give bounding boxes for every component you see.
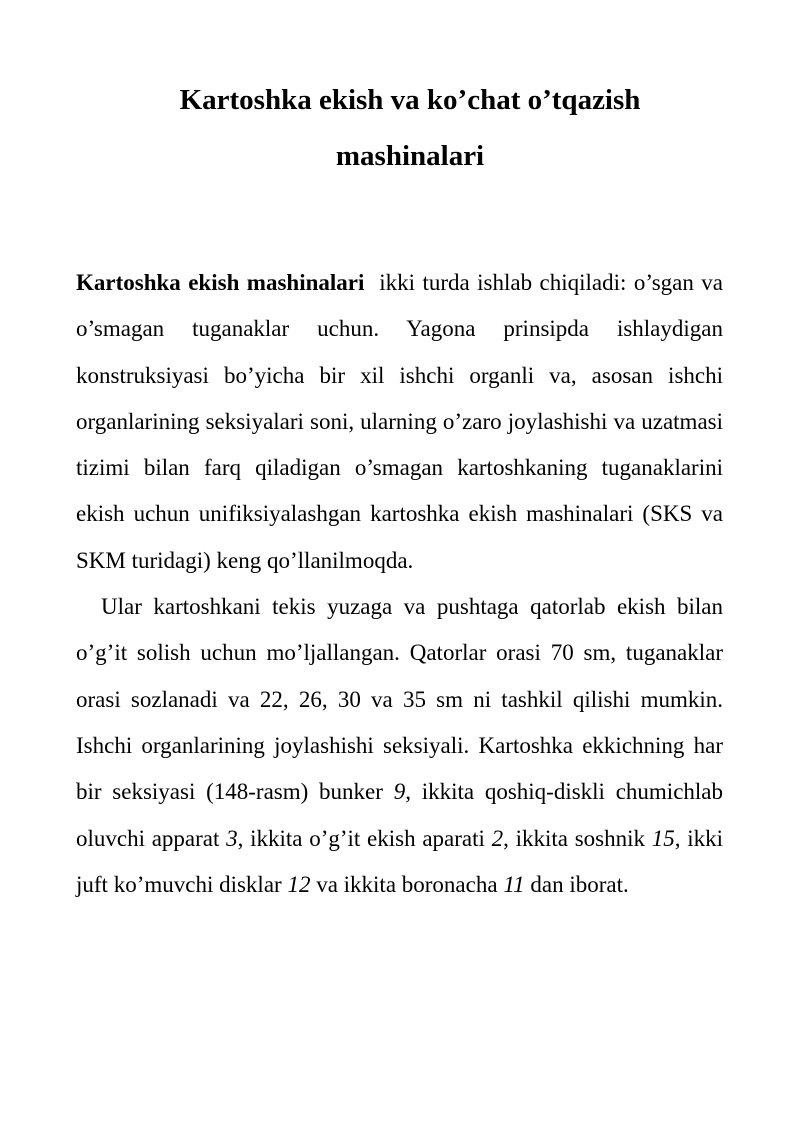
paragraph-2-text-7: dan iborat.: [524, 871, 629, 897]
paragraph-1-text: ikki turda ishlab chiqiladi: o’sgan va o’smagan tuganaklar uchun. Yagona prinsipda ishlaydigan konstruksiyasi bo’yicha bir xil ishchi organli va, asosan ishchi organlarining seksiyalari soni, ularning o’zaro joylashishi va uzatmasi tizimi bilan farq qiladigan o’smagan kartoshkaning tuganaklarini ekish uchun unifiksiyalashgan kartoshka ekish mashinalari (SKS va SKM turidagi) keng qo’llanilmoqda.: [76, 270, 729, 573]
figure-ref-apparat: 3: [226, 825, 238, 851]
paragraph-2-text-5: , ikki juft ko’muvchi disklar: [76, 825, 724, 897]
figure-ref-soshnik: 15: [651, 825, 675, 851]
figure-ref-bunker: 9: [393, 779, 406, 805]
paragraph-2: [76, 584, 723, 908]
paragraph-1: [76, 260, 729, 584]
paragraph-1-lead: Kartoshka ekish mashinalari: [76, 270, 365, 295]
paragraph-2-text-4: , ikkita soshnik: [503, 825, 652, 851]
document-body: [76, 260, 729, 908]
paragraph-2-text-3: , ikkita o’g’it ekish aparati: [237, 825, 492, 851]
title-line-2: mashinalari: [335, 140, 485, 172]
title-line-1: Kartoshka ekish va ko’chat o’tqazish: [179, 84, 641, 116]
figure-ref-ogit-aparati: 2: [491, 825, 504, 851]
paragraph-2-text-1: Ular kartoshkani tekis yuzaga va pushtaga qatorlab ekish bilan o’g’it solish uchun mo’ljallangan. Qatorlar orasi 70 sm, tuganaklar orasi sozlanadi va 22, 26, 30 va 35 sm ni tashkil qilishi mumkin. Ishchi organlarining joylashishi seksiyali. Kartoshka ekkichning har bir seksiyasi (148-rasm) bunker: [76, 594, 723, 805]
figure-ref-disklar: 12: [287, 871, 311, 897]
paragraph-2-text-2: , ikkita qoshiq-diskli chumichlab oluvchi apparat: [76, 779, 724, 851]
figure-ref-boronacha: 11: [503, 871, 525, 897]
paragraph-2-text-6: va ikkita boronacha: [310, 871, 504, 897]
page-title: [100, 72, 720, 184]
